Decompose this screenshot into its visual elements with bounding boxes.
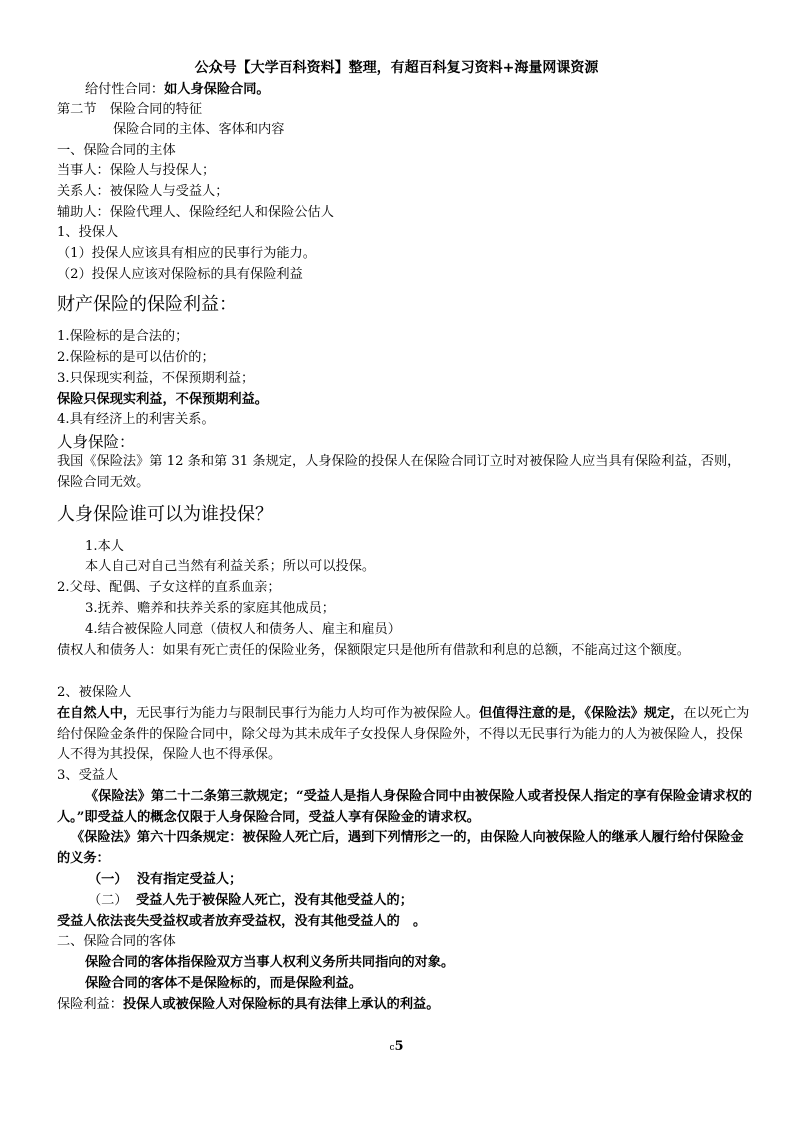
emphasis: 在自然人中， [57, 706, 137, 721]
text-line: 当事人：保险人与投保人； [57, 163, 216, 178]
text-line: 1.保险标的是合法的； [57, 329, 189, 344]
emphasis: 投保人或被保险人对保险标的具有法律上承认的利益。 [122, 997, 440, 1012]
text-line: 关系人：被保险人与受益人； [57, 184, 229, 199]
list-item: 2.父母、配偶、子女这样的直系血亲； [57, 580, 281, 595]
list-marker: （二） [88, 893, 128, 908]
page-number [0, 1037, 793, 1058]
text-run: 在以死亡为给付保险金条件的保险合同中，除父母为其未成年子女投保人身保险外，不得以无民事行为能力的人为被保险人，投保人不得为其投保，保险人也不得承保。 [57, 706, 750, 762]
paragraph: 债权人和债务人：如果有死亡责任的保险业务，保额限定只是他所有借款和利息的总额，不能高过这个额度。 [57, 643, 690, 658]
page-num: 5 [394, 1039, 404, 1054]
list-marker: （一） [88, 872, 128, 887]
label: 保险利益： [57, 997, 123, 1012]
bold-line: 保险合同的客体指保险双方当事人权利义务所共同指向的对象。 [85, 955, 455, 970]
text-line: 2.保险标的是可以估价的； [57, 350, 215, 365]
text-line: 本人自己对自己当然有利益关系；所以可以投保。 [85, 559, 376, 574]
list-item [88, 891, 753, 911]
text-run: 没有指定受益人； [136, 872, 243, 887]
emphasis: 但值得注意的是，《保险法》规定， [479, 706, 684, 721]
text-line: （2）投保人应该对保险标的具有保险利益 [57, 267, 303, 282]
bold-paragraph: 《保险法》第二十二条第三款规定；“受益人是指人身保险合同中由被保险人或者投保人指定的享有保险金请求权的人。”即受益人的概念仅限于人身保险合同，受益人享有保险金的请求权。 [57, 789, 752, 825]
large-heading: 人身保险谁可以为谁投保？ [57, 504, 273, 525]
paragraph [57, 704, 753, 766]
medium-heading: 人身保险： [57, 433, 135, 451]
subheading: 保险合同的主体、客体和内容 [113, 122, 285, 137]
heading: 二、保险合同的客体 [57, 934, 176, 949]
list-item [88, 870, 753, 890]
bold-line: 保险合同的客体不是保险标的，而是保险利益。 [85, 976, 362, 991]
list-item: 1.本人 [85, 539, 124, 554]
page-mark: c [389, 1043, 395, 1053]
heading: 一、保险合同的主体 [57, 143, 176, 158]
list-item: 3.抚养、赡养和扶养关系的家庭其他成员； [85, 601, 335, 616]
text-line: （1）投保人应该具有相应的民事行为能力。 [57, 246, 316, 261]
text-run: 无民事行为能力与限制民事行为能力人均可作为被保险人。 [136, 706, 479, 721]
list-item: 4.结合被保险人同意（债权人和债务人、雇主和雇员） [85, 622, 401, 637]
paragraph: 我国《保险法》第 12 条和第 31 条规定，人身保险的投保人在保险合同订立时对被保险人应当具有保险利益，否则，保险合同无效。 [57, 454, 741, 490]
bold-paragraph: 《保险法》第六十四条规定：被保险人死亡后，遇到下列情形之一的，由保险人向被保险人的继承人履行给付保险金的义务： [57, 830, 744, 866]
heading: 1、投保人 [57, 225, 119, 240]
page-header: 公众号【大学百科资料】整理，有超百科复习资料+海量网课资源 [194, 60, 599, 76]
emphasis: 如人身保险合同。 [164, 82, 270, 97]
heading: 2、被保险人 [57, 685, 132, 700]
text-line [57, 995, 753, 1015]
text-line: 4.具有经济上的利害关系。 [57, 412, 215, 427]
large-heading: 财产保险的保险利益： [57, 294, 237, 315]
text-line: 3.只保现实利益，不保预期利益； [57, 371, 255, 386]
heading: 3、受益人 [57, 768, 119, 783]
text-run: 受益人先于被保险人死亡，没有其他受益人的； [135, 893, 413, 908]
section-heading: 第二节 保险合同的特征 [57, 102, 203, 117]
text-line [85, 80, 753, 100]
text-line: 辅助人：保险代理人、保险经纪人和保险公估人 [57, 205, 334, 220]
bold-line: 保险只保现实利益，不保预期利益。 [57, 392, 268, 407]
bold-line: 受益人依法丧失受益权或者放弃受益权，没有其他受益人的 。 [57, 914, 427, 929]
label: 给付性合同： [85, 82, 165, 97]
